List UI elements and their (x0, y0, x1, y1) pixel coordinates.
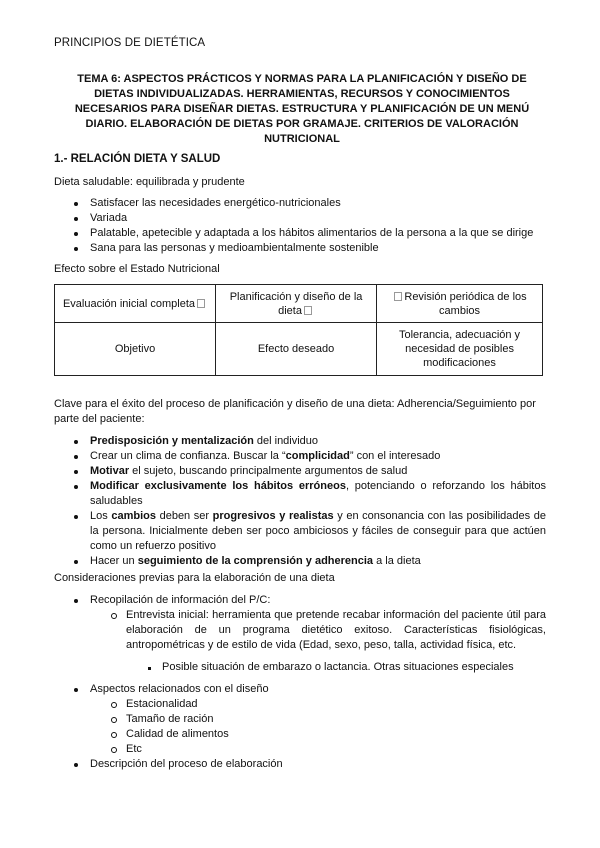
bullet-icon (74, 232, 78, 236)
list-item: Crear un clima de confianza. Buscar la “complicidad” con el interesado (54, 449, 546, 464)
section-1 (54, 152, 546, 167)
bullet-icon (74, 470, 78, 474)
bullet-icon (74, 485, 78, 489)
table-row (55, 285, 543, 323)
table-row (55, 323, 543, 376)
bullet-icon (74, 202, 78, 206)
list-item: Los cambios deben ser progresivos y realistas y en consonancia con las posibilidades de la persona. Inicialmente deben ser poco ambiciosos y fáciles de conseguir para que actúen como un refuerzo positivo (54, 509, 546, 554)
list-item: Satisfacer las necesidades energético-nutricionales (54, 196, 546, 211)
effect-label-block (54, 262, 546, 277)
sublist (90, 608, 546, 675)
page-header: PRINCIPIOS DE DIETÉTICA (54, 37, 206, 49)
bullet-icon (74, 440, 78, 444)
list-item: Sana para las personas y medioambientalmente sostenible (54, 241, 546, 256)
list-item: Modificar exclusivamente los hábitos erróneos, potenciando o reforzando los hábitos saludables (54, 479, 546, 509)
list-item: Descripción del proceso de elaboración (54, 757, 546, 772)
adherence-block (54, 397, 546, 569)
list-item: Variada (54, 211, 546, 226)
bullet-icon (74, 599, 78, 603)
circle-bullet-icon (111, 747, 117, 753)
list-item: Estacionalidad (90, 697, 546, 712)
sublist (90, 697, 546, 757)
list-item: Motivar el sujeto, buscando principalmente argumentos de salud (54, 464, 546, 479)
list-item: Calidad de alimentos (90, 727, 546, 742)
list-item: Tamaño de ración (90, 712, 546, 727)
considerations-list (54, 593, 546, 772)
missing-glyph-icon (304, 306, 312, 315)
circle-bullet-icon (111, 717, 117, 723)
circle-bullet-icon (111, 613, 117, 619)
considerations-block (54, 571, 546, 772)
list-item: Predisposición y mentalización del individuo (54, 434, 546, 449)
considerations-label: Consideraciones previas para la elaboración de una dieta (54, 572, 335, 584)
healthy-diet-block (54, 175, 546, 256)
table-cell: Objetivo (55, 323, 216, 376)
bullet-icon (74, 560, 78, 564)
list-item: Etc (90, 742, 546, 757)
list-item: Entrevista inicial: herramienta que pretende recabar información del paciente útil para elaboración de un programa dietético exitoso. Características fisiológicas, antropométricas y de estilo de vida (Edad, sexo, peso, talla, actividad física, etc. Posible situación de embarazo o lactancia. Otras situaciones especiales (90, 608, 546, 675)
list-item: Aspectos relacionados con el diseño Estacionalidad Tamaño de ración Calidad de alimentos Etc (54, 682, 546, 757)
bullet-icon (74, 217, 78, 221)
bullet-icon (74, 247, 78, 251)
bullet-icon (74, 455, 78, 459)
effect-label: Efecto sobre el Estado Nutricional (54, 263, 220, 275)
adherence-list (54, 434, 546, 569)
table-cell: Efecto deseado (216, 323, 377, 376)
section-heading: 1.- RELACIÓN DIETA Y SALUD (54, 153, 221, 165)
list-item: Palatable, apetecible y adaptada a los hábitos alimentarios de la persona a la que se dirige (54, 226, 546, 241)
table-cell: Tolerancia, adecuación y necesidad de posibles modificaciones (377, 323, 543, 376)
list-item: Hacer un seguimiento de la comprensión y adherencia a la dieta (54, 554, 546, 569)
healthy-diet-list (54, 196, 546, 256)
bullet-icon (74, 688, 78, 692)
topic-title: TEMA 6: ASPECTOS PRÁCTICOS Y NORMAS PARA LA PLANIFICACIÓN Y DISEÑO DE DIETAS INDIVIDUALIZADAS. HERRAMIENTAS, RECURSOS Y CONOCIMIENTOS NECESARIOS PARA DISEÑAR DIETAS. ESTRUCTURA Y PLANIFICACIÓN DE UN MENÚ DIARIO. ELABORACIÓN DE DIETAS POR GRAMAJE. CRITERIOS DE VALORACIÓN NUTRICIONAL (74, 73, 530, 145)
missing-glyph-icon (394, 292, 402, 301)
bullet-icon (74, 515, 78, 519)
missing-glyph-icon (197, 299, 205, 308)
table-cell: Revisión periódica de los cambios (377, 285, 543, 323)
table-cell: Planificación y diseño de la dieta (216, 285, 377, 323)
nutritional-effect-table (54, 284, 543, 376)
bullet-icon (74, 763, 78, 767)
circle-bullet-icon (111, 702, 117, 708)
healthy-diet-intro: Dieta saludable: equilibrada y prudente (54, 176, 245, 188)
list-item: Posible situación de embarazo o lactancia. Otras situaciones especiales (126, 660, 546, 675)
square-bullet-icon (148, 667, 151, 670)
circle-bullet-icon (111, 732, 117, 738)
sublist (126, 660, 546, 675)
key-paragraph: Clave para el éxito del proceso de planificación y diseño de una dieta: Adherencia/Seguimiento por parte del paciente: (54, 398, 536, 425)
table-cell: Evaluación inicial completa (55, 285, 216, 323)
list-item: Recopilación de información del P/C: Entrevista inicial: herramienta que pretende recabar información del paciente útil para elaboración de un programa dietético exitoso. Características fisiológicas, antropométricas y de estilo de vida (Edad, sexo, peso, talla, actividad física, etc. Posible situación de embarazo o lactancia. Otras situaciones especiales (54, 593, 546, 675)
